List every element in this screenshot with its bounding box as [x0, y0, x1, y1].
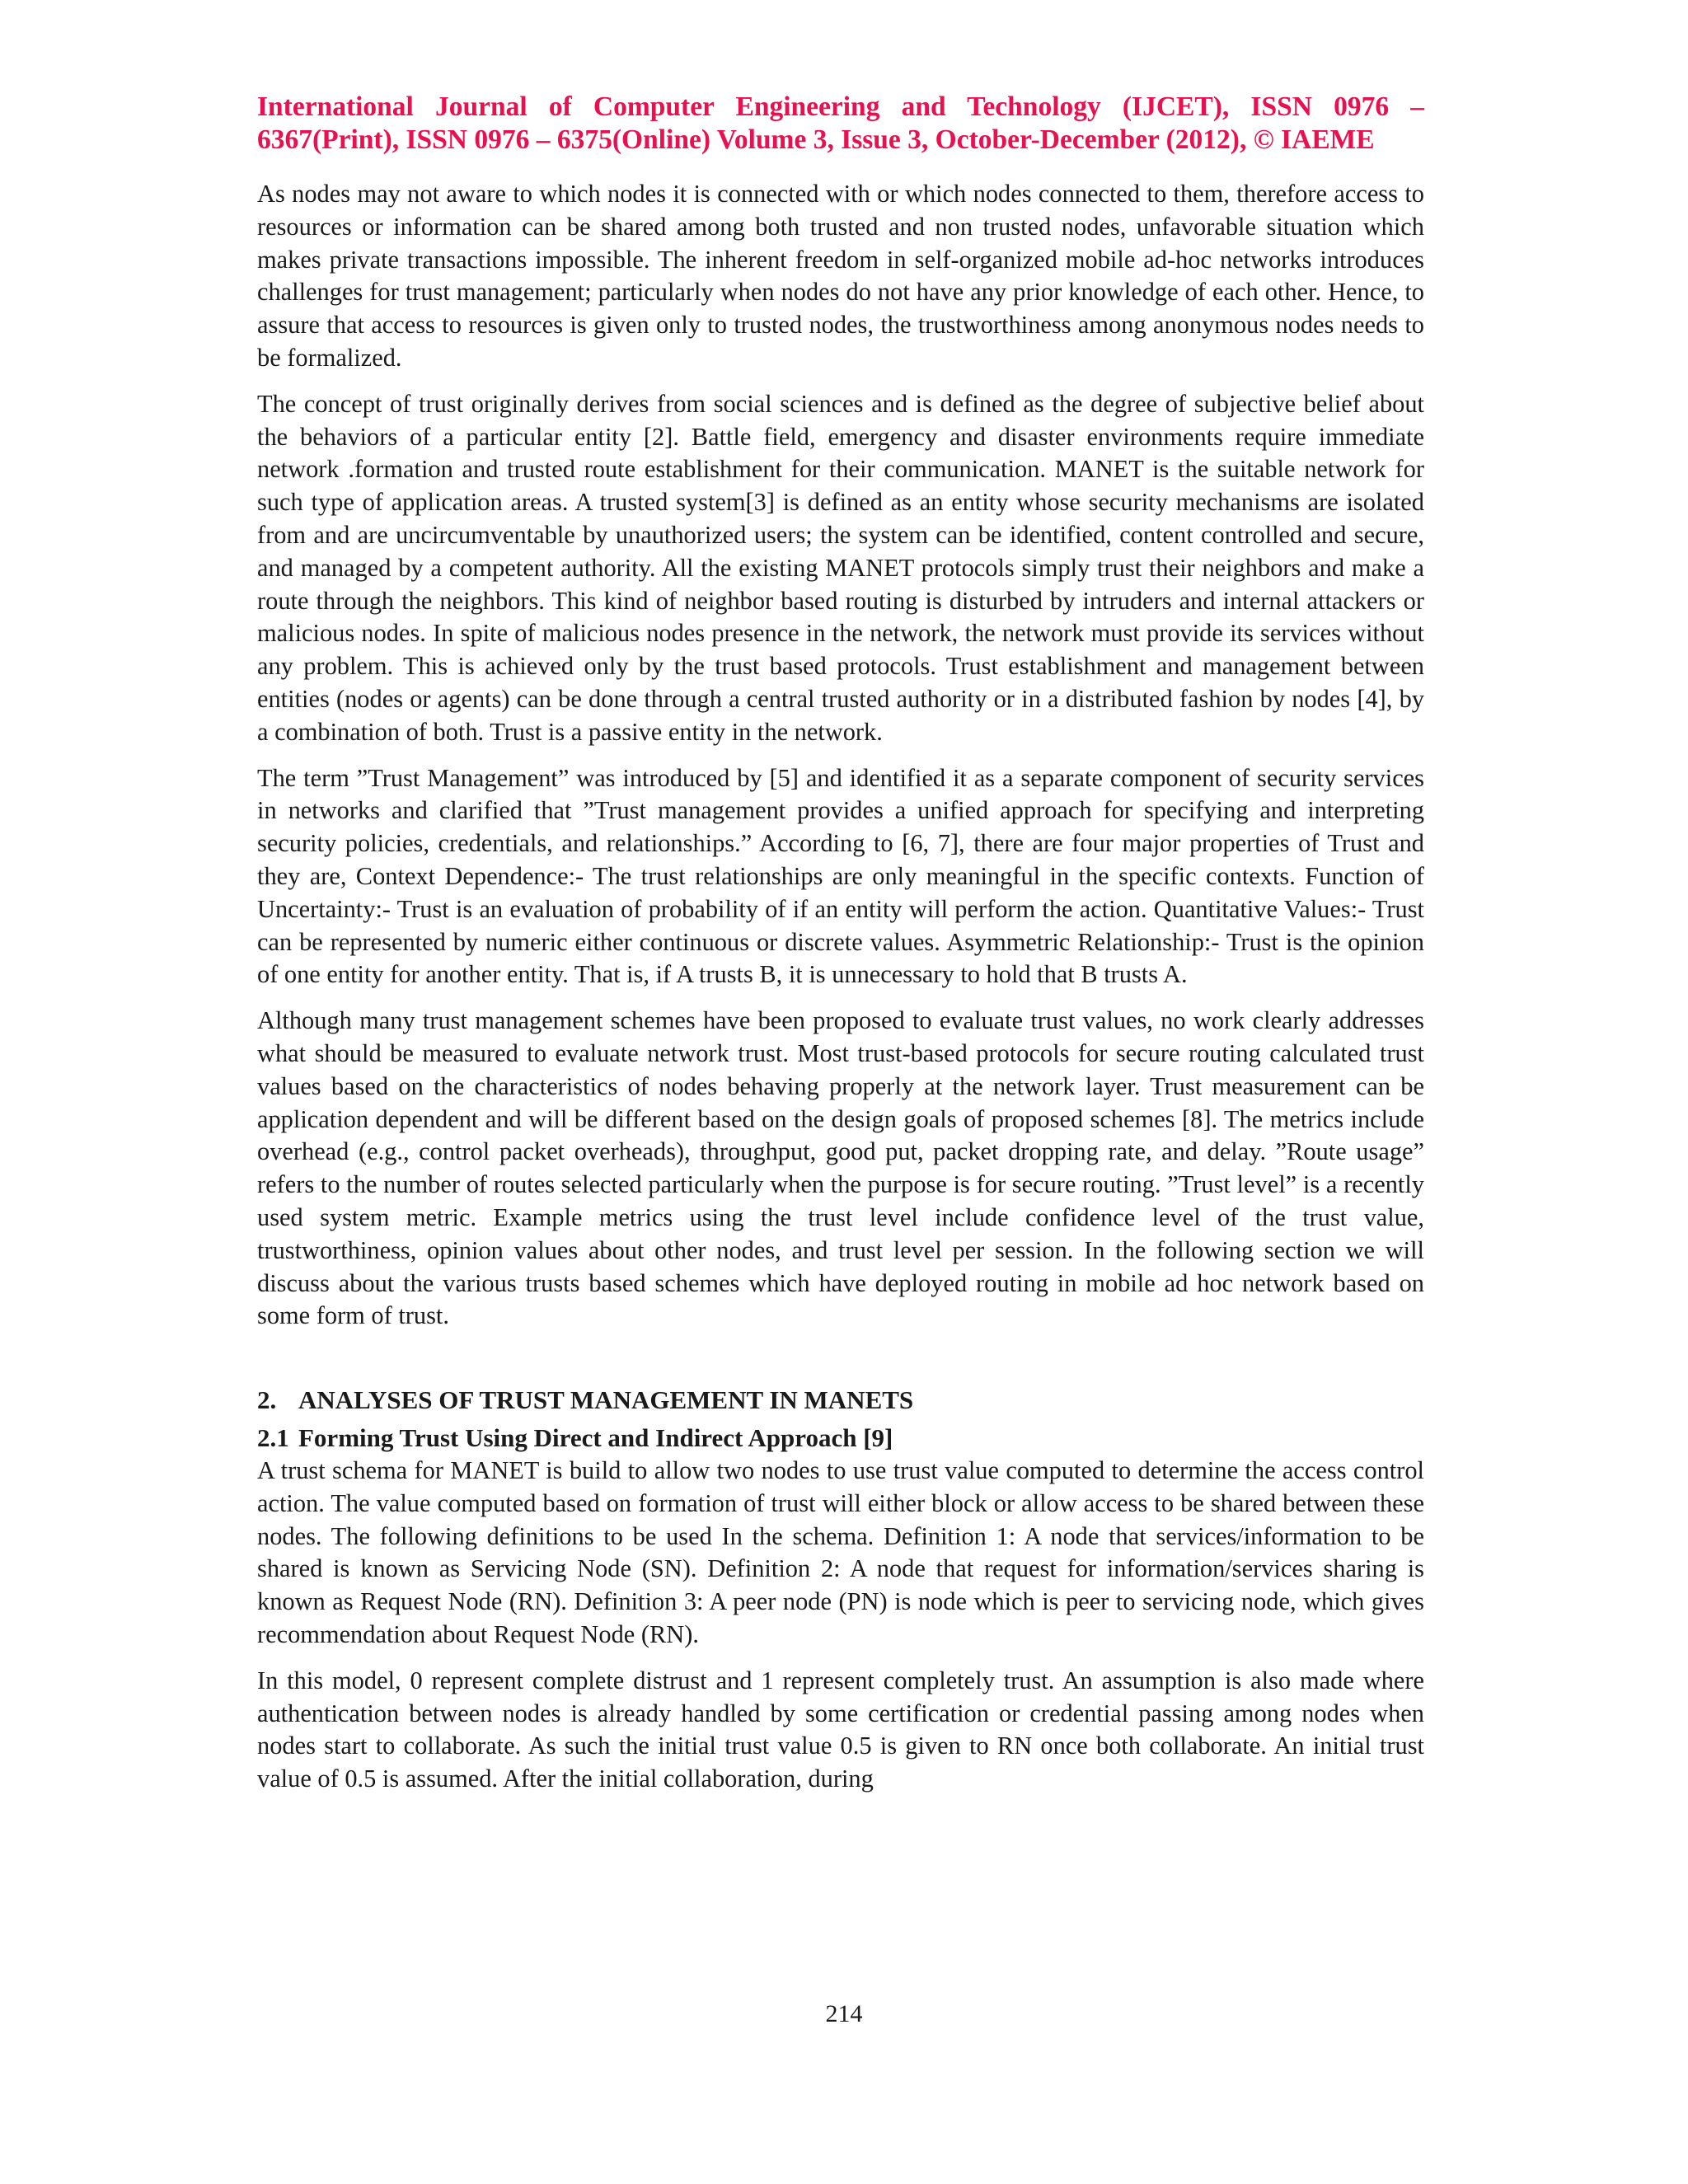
- paragraph-4: Although many trust management schemes have been proposed to evaluate trust values, no work clearly addresses what should be measured to evaluate network trust. Most trust-based protocols for secure routing calculated trust values based on the characteristics of nodes behaving properly at the network layer. Trust measurement can be application dependent and will be different based on the design goals of proposed schemes [8]. The metrics include overhead (e.g., control packet overheads), throughput, good put, packet dropping rate, and delay. ”Route usage” refers to the number of routes selected particularly when the purpose is for secure routing. ”Trust level” is a recently used system metric. Example metrics using the trust level include confidence level of the trust value, trustworthiness, opinion values about other nodes, and trust level per session. In the following section we will discuss about the various trusts based schemes which have deployed routing in mobile ad hoc network based on some form of trust.: [257, 1006, 1424, 1330]
- paragraph-2: The concept of trust originally derives from social sciences and is defined as the degree of subjective belief about the behaviors of a particular entity [2]. Battle field, emergency and disaster environments require immediate network .formation and trusted route establishment for their communication. MANET is the suitable network for such type of application areas. A trusted system[3] is defined as an entity whose security mechanisms are isolated from and are uncircumventable by unauthorized users; the system can be identified, content controlled and secure, and managed by a competent authority. All the existing MANET protocols simply trust their neighbors and make a route through the neighbors. This kind of neighbor based routing is disturbed by intruders and internal attackers or malicious nodes. In spite of malicious nodes presence in the network, the network must provide its services without any problem. This is achieved only by the trust based protocols. Trust establishment and management between entities (nodes or agents) can be done through a central trusted authority or in a distributed fashion by nodes [4], by a combination of both. Trust is a passive entity in the network.: [257, 389, 1424, 746]
- page-number: 214: [825, 2000, 863, 2027]
- section-number: 2.: [257, 1385, 277, 1415]
- journal-header: International Journal of Computer Engineering and Technology (IJCET), ISSN 0976 – 6367(Print), ISSN 0976 – 6375(Online) Volume 3, Issue 3, October-December (2012), © IAEME: [257, 91, 1424, 155]
- subsection-heading: [257, 1422, 1424, 1455]
- subsection-paragraph-2: In this model, 0 represent complete distrust and 1 represent completely trust. An assumption is also made where authentication between nodes is already handled by some certification or credential passing among nodes when nodes start to collaborate. As such the initial trust value 0.5 is given to RN once both collaborate. An initial trust value of 0.5 is assumed. After the initial collaboration, during: [257, 1666, 1424, 1793]
- paragraph-1: As nodes may not aware to which nodes it is connected with or which nodes connected to them, therefore access to resources or information can be shared among both trusted and non trusted nodes, unfavorable situation which makes private transactions impossible. The inherent freedom in self-organized mobile ad-hoc networks introduces challenges for trust management; particularly when nodes do not have any prior knowledge of each other. Hence, to assure that access to resources is given only to trusted nodes, the trustworthiness among anonymous nodes needs to be formalized.: [257, 180, 1424, 372]
- section-heading: [257, 1384, 1424, 1417]
- section-title: ANALYSES OF TRUST MANAGEMENT IN MANETS: [298, 1385, 914, 1415]
- page-content: [257, 91, 1424, 1809]
- subsection-title: Forming Trust Using Direct and Indirect Approach [9]: [298, 1423, 893, 1453]
- subsection-paragraph-1: A trust schema for MANET is build to allow two nodes to use trust value computed to determine the access control action. The value computed based on formation of trust will either block or allow access to be shared between these nodes. The following definitions to be used In the schema. Definition 1: A node that services/information to be shared is known as Servicing Node (SN). Definition 2: A node that request for information/services sharing is known as Request Node (RN). Definition 3: A peer node (PN) is node which is peer to servicing node, which gives recommendation about Request Node (RN).: [257, 1456, 1424, 1649]
- paragraph-3: The term ”Trust Management” was introduced by [5] and identified it as a separate component of security services in networks and clarified that ”Trust management provides a unified approach for specifying and interpreting security policies, credentials, and relationships.” According to [6, 7], there are four major properties of Trust and they are, Context Dependence:- The trust relationships are only meaningful in the specific contexts. Function of Uncertainty:- Trust is an evaluation of probability of if an entity will perform the action. Quantitative Values:- Trust can be represented by numeric either continuous or discrete values. Asymmetric Relationship:- Trust is the opinion of one entity for another entity. That is, if A trusts B, it is unnecessary to hold that B trusts A.: [257, 763, 1424, 989]
- subsection-number: 2.1: [257, 1423, 289, 1453]
